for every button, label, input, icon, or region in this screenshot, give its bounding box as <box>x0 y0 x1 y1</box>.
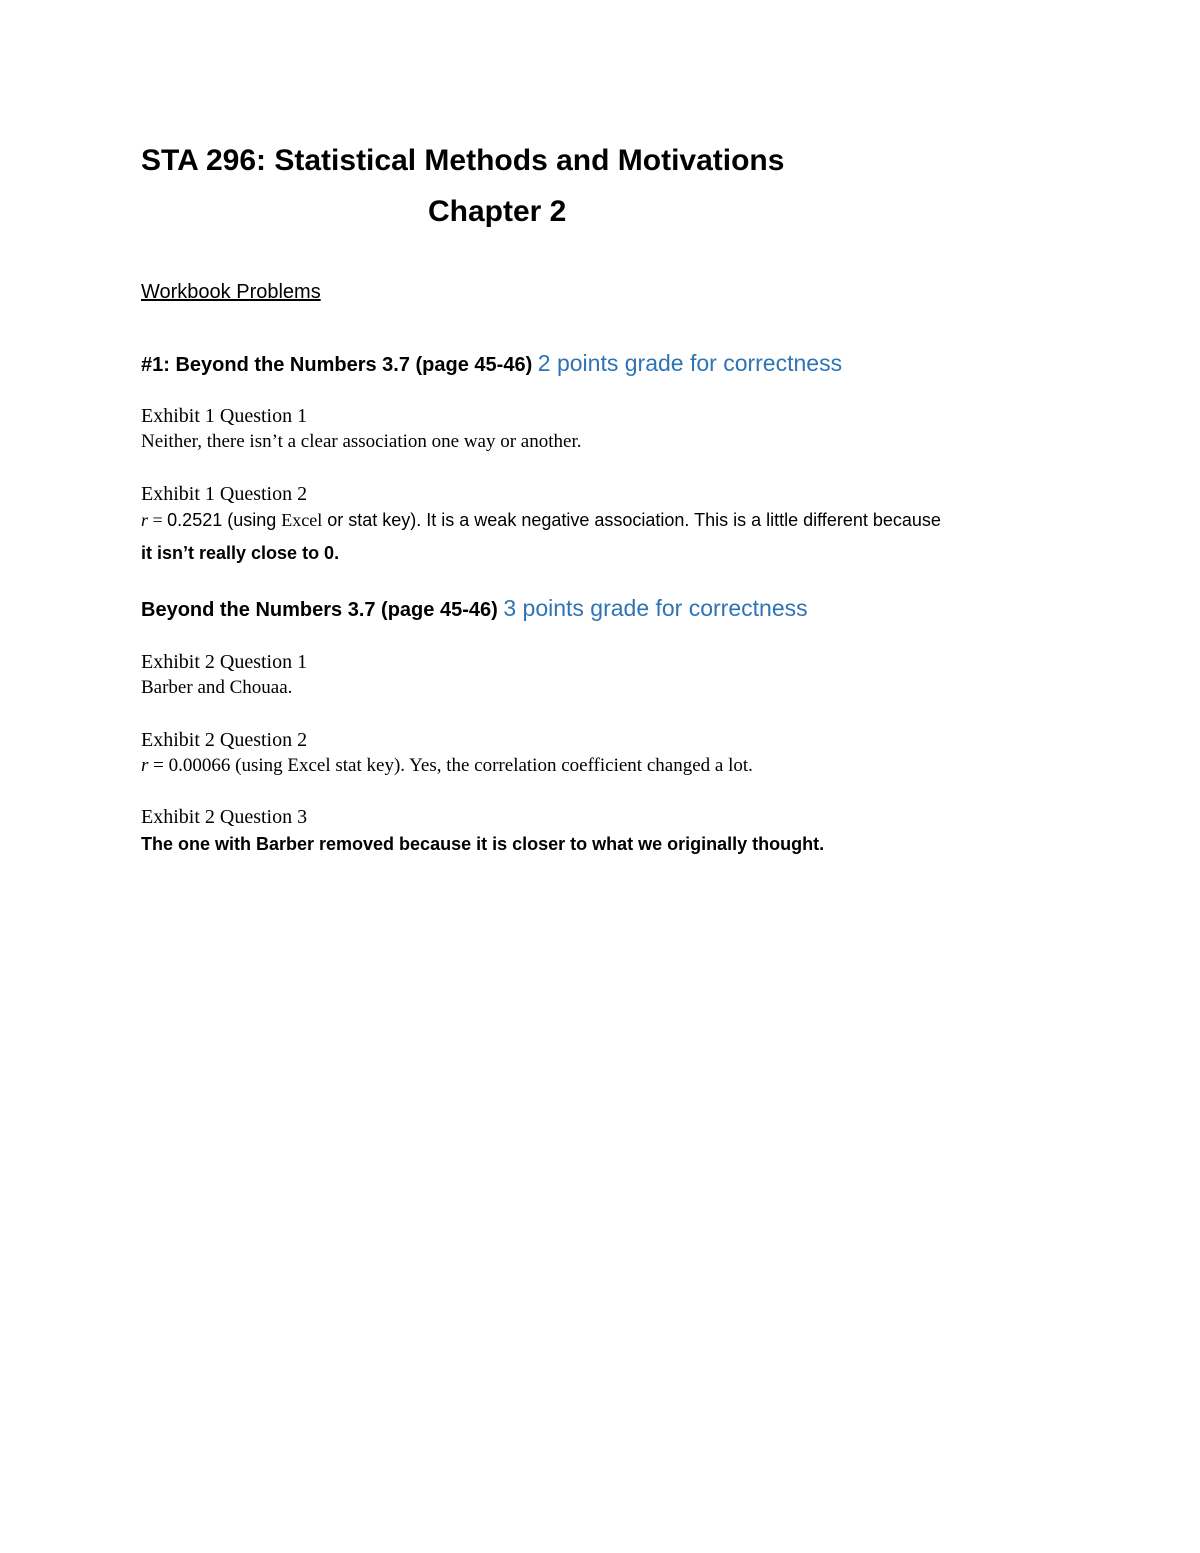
correlation-symbol-2: r <box>141 755 149 776</box>
problem-2-heading-text: Beyond the Numbers 3.7 (page 45-46) <box>141 599 498 621</box>
excel-word: Excel <box>281 510 323 530</box>
exhibit-1-question-2-answer-line-2: it isn’t really close to 0. <box>141 543 340 563</box>
document-title: STA 296: Statistical Methods and Motivations <box>141 144 785 177</box>
exhibit-2-question-1-label: Exhibit 2 Question 1 <box>141 651 308 673</box>
equals-sign: = <box>148 510 168 530</box>
document-subtitle: Chapter 2 <box>428 195 567 228</box>
exhibit-2-question-2-answer <box>141 755 753 777</box>
exhibit-2-question-3-label: Exhibit 2 Question 3 <box>141 806 308 828</box>
section-heading: Workbook Problems <box>141 281 321 303</box>
exhibit-2-question-2-answer-text: = 0.00066 (using Excel stat key). Yes, the correlation coefficient changed a lot. <box>148 755 753 776</box>
exhibit-1-question-2-answer <box>141 510 941 531</box>
correlation-symbol: r <box>141 510 149 530</box>
problem-1-heading <box>141 350 842 377</box>
problem-2-heading <box>141 595 808 622</box>
exhibit-2-question-2-label: Exhibit 2 Question 2 <box>141 729 308 751</box>
exhibit-2-question-1-answer: Barber and Chouaa. <box>141 677 293 698</box>
problem-1-heading-text: #1: Beyond the Numbers 3.7 (page 45-46) <box>141 354 533 376</box>
exhibit-1-question-1-answer: Neither, there isn’t a clear association one way or another. <box>141 431 582 452</box>
exhibit-1-question-2-label: Exhibit 1 Question 2 <box>141 483 308 505</box>
exhibit-1-question-1-label: Exhibit 1 Question 1 <box>141 405 308 427</box>
problem-1-points: 2 points grade for correctness <box>537 350 843 376</box>
exhibit-2-question-3-answer: The one with Barber removed because it is closer to what we originally thought. <box>141 834 825 854</box>
correlation-value: 0.2521 (using <box>167 510 282 530</box>
problem-2-points: 3 points grade for correctness <box>503 595 808 621</box>
answer-rest: or stat key). It is a weak negative association. This is a little different because <box>322 510 941 530</box>
